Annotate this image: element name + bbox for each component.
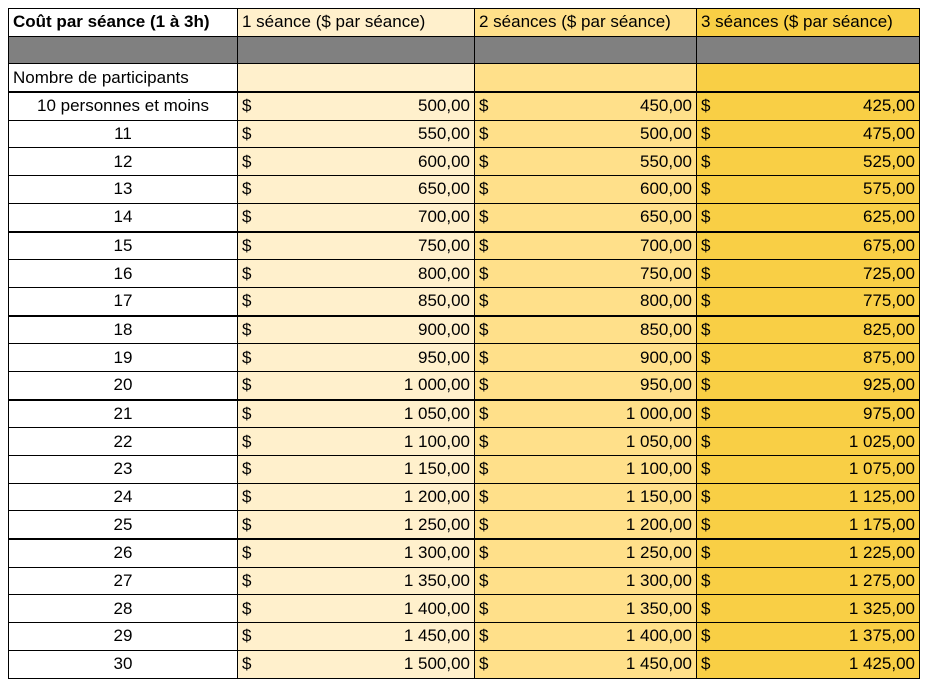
price-cell-s2 [475,287,697,315]
price-amount: 700,00 [418,207,470,227]
currency-symbol: $ [701,179,711,199]
currency-symbol: $ [242,291,252,311]
currency-symbol: $ [479,235,489,255]
price-amount: 1 150,00 [625,487,692,507]
price-cell-s2 [475,232,697,260]
price-amount: 975,00 [863,403,915,423]
price-amount: 550,00 [640,151,692,171]
currency-symbol: $ [701,654,711,674]
currency-symbol: $ [479,347,489,367]
participants-cell: 19 [9,344,238,372]
table-row [9,316,920,344]
price-amount: 1 125,00 [848,487,915,507]
table-row [9,511,920,539]
currency-symbol: $ [479,626,489,646]
price-amount: 800,00 [418,263,470,283]
price-cell-s2 [475,567,697,595]
currency-symbol: $ [242,571,252,591]
price-amount: 1 025,00 [848,431,915,451]
price-cell-s1 [238,511,475,539]
price-amount: 1 000,00 [403,375,470,395]
participants-cell: 26 [9,539,238,567]
table-row [9,232,920,260]
currency-symbol: $ [479,571,489,591]
table-row [9,623,920,651]
price-cell-s1 [238,456,475,484]
price-cell-s2 [475,371,697,399]
price-cell-s2 [475,316,697,344]
currency-symbol: $ [701,291,711,311]
table-row [9,428,920,456]
currency-symbol: $ [701,235,711,255]
price-cell-s2 [475,400,697,428]
price-cell-s2 [475,203,697,231]
participants-cell: 14 [9,203,238,231]
table-row [9,344,920,372]
price-cell-s1 [238,483,475,511]
price-cell-s2 [475,148,697,176]
price-amount: 1 400,00 [403,598,470,618]
price-amount: 1 400,00 [625,626,692,646]
price-amount: 500,00 [640,124,692,144]
currency-symbol: $ [242,319,252,339]
table-row [9,176,920,204]
currency-symbol: $ [479,375,489,395]
price-cell-s2 [475,176,697,204]
price-cell-s3 [697,623,920,651]
participants-cell: 10 personnes et moins [9,92,238,120]
participants-cell: 23 [9,456,238,484]
currency-symbol: $ [701,403,711,423]
participants-cell: 29 [9,623,238,651]
price-amount: 1 350,00 [625,598,692,618]
participants-label-row [9,64,920,92]
price-cell-s1 [238,260,475,288]
price-amount: 900,00 [640,347,692,367]
price-cell-s3 [697,428,920,456]
participants-cell: 16 [9,260,238,288]
currency-symbol: $ [242,487,252,507]
table-row [9,260,920,288]
price-amount: 1 375,00 [848,626,915,646]
currency-symbol: $ [242,207,252,227]
participants-cell: 17 [9,287,238,315]
price-amount: 1 150,00 [403,459,470,479]
price-cell-s3 [697,456,920,484]
price-amount: 1 225,00 [848,543,915,563]
currency-symbol: $ [479,654,489,674]
price-cell-s2 [475,539,697,567]
table-row [9,203,920,231]
table-row [9,400,920,428]
price-amount: 1 300,00 [625,571,692,591]
price-amount: 1 250,00 [625,543,692,563]
currency-symbol: $ [701,487,711,507]
currency-symbol: $ [242,96,252,116]
price-cell-s1 [238,595,475,623]
currency-symbol: $ [242,654,252,674]
price-amount: 575,00 [863,179,915,199]
currency-symbol: $ [701,151,711,171]
currency-symbol: $ [242,347,252,367]
currency-symbol: $ [242,235,252,255]
table-row [9,595,920,623]
price-cell-s3 [697,176,920,204]
price-cell-s1 [238,148,475,176]
currency-symbol: $ [701,543,711,563]
participants-cell: 12 [9,148,238,176]
table-row [9,650,920,678]
price-amount: 750,00 [418,235,470,255]
price-amount: 700,00 [640,235,692,255]
table-row [9,287,920,315]
price-cell-s1 [238,92,475,120]
currency-symbol: $ [242,403,252,423]
pricing-table [8,8,920,679]
price-amount: 950,00 [640,375,692,395]
currency-symbol: $ [701,514,711,534]
price-amount: 900,00 [418,319,470,339]
price-amount: 925,00 [863,375,915,395]
table-row [9,483,920,511]
empty-cell [475,64,697,92]
price-cell-s1 [238,623,475,651]
price-cell-s1 [238,344,475,372]
price-cell-s2 [475,260,697,288]
price-amount: 1 250,00 [403,514,470,534]
price-amount: 625,00 [863,207,915,227]
price-amount: 775,00 [863,291,915,311]
price-amount: 1 500,00 [403,654,470,674]
empty-cell [697,64,920,92]
price-amount: 1 050,00 [625,431,692,451]
price-amount: 450,00 [640,96,692,116]
price-amount: 425,00 [863,96,915,116]
price-cell-s1 [238,232,475,260]
currency-symbol: $ [479,207,489,227]
price-amount: 800,00 [640,291,692,311]
currency-symbol: $ [479,179,489,199]
price-cell-s3 [697,400,920,428]
price-amount: 650,00 [640,207,692,227]
header-cost-per-session: Coût par séance (1 à 3h) [9,9,238,37]
price-cell-s1 [238,400,475,428]
participants-cell: 27 [9,567,238,595]
grey-cell [9,36,238,64]
currency-symbol: $ [479,459,489,479]
price-cell-s1 [238,567,475,595]
currency-symbol: $ [242,375,252,395]
price-amount: 750,00 [640,263,692,283]
price-amount: 1 350,00 [403,571,470,591]
price-cell-s3 [697,539,920,567]
currency-symbol: $ [479,96,489,116]
price-amount: 550,00 [418,124,470,144]
price-cell-s2 [475,92,697,120]
currency-symbol: $ [701,375,711,395]
price-cell-s1 [238,428,475,456]
price-amount: 1 275,00 [848,571,915,591]
price-amount: 1 100,00 [403,431,470,451]
price-amount: 1 300,00 [403,543,470,563]
currency-symbol: $ [479,263,489,283]
header-one-session: 1 séance ($ par séance) [238,9,475,37]
price-cell-s2 [475,456,697,484]
grey-separator-row [9,36,920,64]
price-amount: 1 175,00 [848,514,915,534]
price-cell-s3 [697,92,920,120]
price-amount: 725,00 [863,263,915,283]
price-amount: 850,00 [418,291,470,311]
price-cell-s2 [475,483,697,511]
price-amount: 600,00 [640,179,692,199]
header-row [9,9,920,37]
currency-symbol: $ [479,124,489,144]
price-cell-s2 [475,595,697,623]
price-amount: 1 200,00 [403,487,470,507]
currency-symbol: $ [701,571,711,591]
price-amount: 950,00 [418,347,470,367]
participants-label: Nombre de participants [9,64,238,92]
currency-symbol: $ [242,263,252,283]
price-amount: 825,00 [863,319,915,339]
price-amount: 1 050,00 [403,403,470,423]
participants-cell: 13 [9,176,238,204]
currency-symbol: $ [242,459,252,479]
price-cell-s3 [697,483,920,511]
currency-symbol: $ [242,514,252,534]
currency-symbol: $ [701,626,711,646]
participants-cell: 20 [9,371,238,399]
currency-symbol: $ [242,179,252,199]
price-amount: 1 075,00 [848,459,915,479]
price-cell-s3 [697,371,920,399]
participants-cell: 30 [9,650,238,678]
header-three-sessions: 3 séances ($ par séance) [697,9,920,37]
price-amount: 1 000,00 [625,403,692,423]
currency-symbol: $ [479,151,489,171]
participants-cell: 11 [9,120,238,148]
price-cell-s1 [238,287,475,315]
price-cell-s3 [697,316,920,344]
currency-symbol: $ [701,598,711,618]
price-cell-s2 [475,428,697,456]
price-cell-s3 [697,287,920,315]
price-cell-s3 [697,203,920,231]
price-cell-s3 [697,567,920,595]
currency-symbol: $ [701,459,711,479]
participants-cell: 15 [9,232,238,260]
table-row [9,120,920,148]
grey-cell [697,36,920,64]
grey-cell [238,36,475,64]
currency-symbol: $ [242,543,252,563]
participants-cell: 25 [9,511,238,539]
price-cell-s3 [697,595,920,623]
price-cell-s3 [697,511,920,539]
price-cell-s1 [238,650,475,678]
grey-cell [475,36,697,64]
price-cell-s2 [475,344,697,372]
participants-cell: 18 [9,316,238,344]
currency-symbol: $ [242,124,252,144]
price-cell-s3 [697,148,920,176]
price-cell-s1 [238,203,475,231]
currency-symbol: $ [479,291,489,311]
currency-symbol: $ [242,626,252,646]
currency-symbol: $ [479,543,489,563]
price-cell-s3 [697,120,920,148]
currency-symbol: $ [701,124,711,144]
currency-symbol: $ [701,431,711,451]
table-row [9,148,920,176]
price-amount: 1 325,00 [848,598,915,618]
currency-symbol: $ [479,487,489,507]
price-cell-s3 [697,232,920,260]
currency-symbol: $ [479,403,489,423]
price-amount: 475,00 [863,124,915,144]
price-cell-s2 [475,623,697,651]
currency-symbol: $ [701,207,711,227]
price-amount: 600,00 [418,151,470,171]
currency-symbol: $ [242,431,252,451]
table-row [9,567,920,595]
participants-cell: 28 [9,595,238,623]
currency-symbol: $ [242,151,252,171]
price-cell-s1 [238,371,475,399]
price-cell-s1 [238,176,475,204]
participants-cell: 22 [9,428,238,456]
currency-symbol: $ [701,319,711,339]
price-cell-s3 [697,650,920,678]
currency-symbol: $ [479,598,489,618]
price-amount: 1 200,00 [625,514,692,534]
currency-symbol: $ [479,514,489,534]
price-cell-s3 [697,344,920,372]
currency-symbol: $ [242,598,252,618]
price-cell-s1 [238,316,475,344]
empty-cell [238,64,475,92]
price-cell-s1 [238,120,475,148]
table-row [9,539,920,567]
currency-symbol: $ [701,263,711,283]
price-cell-s3 [697,260,920,288]
price-amount: 875,00 [863,347,915,367]
price-amount: 500,00 [418,96,470,116]
currency-symbol: $ [479,431,489,451]
currency-symbol: $ [479,319,489,339]
price-amount: 1 100,00 [625,459,692,479]
table-row [9,92,920,120]
table-row [9,456,920,484]
price-amount: 1 450,00 [625,654,692,674]
header-two-sessions: 2 séances ($ par séance) [475,9,697,37]
price-cell-s1 [238,539,475,567]
price-amount: 850,00 [640,319,692,339]
table-row [9,371,920,399]
price-amount: 525,00 [863,151,915,171]
price-cell-s2 [475,650,697,678]
price-amount: 1 425,00 [848,654,915,674]
price-amount: 1 450,00 [403,626,470,646]
participants-cell: 21 [9,400,238,428]
price-amount: 675,00 [863,235,915,255]
price-cell-s2 [475,511,697,539]
price-amount: 650,00 [418,179,470,199]
price-cell-s2 [475,120,697,148]
currency-symbol: $ [701,347,711,367]
participants-cell: 24 [9,483,238,511]
currency-symbol: $ [701,96,711,116]
